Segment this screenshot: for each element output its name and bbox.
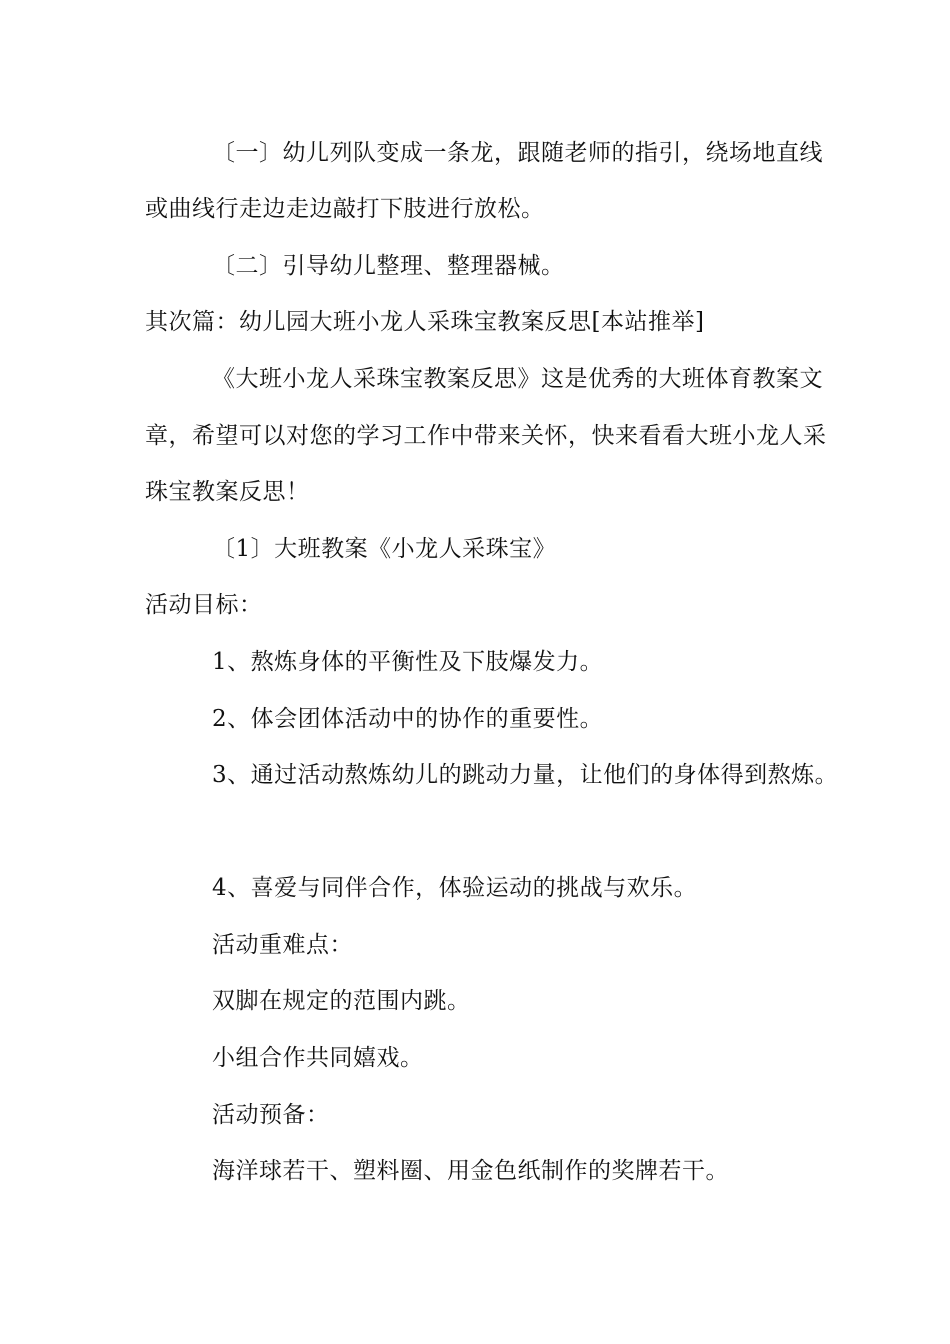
subheading: 活动目标：: [145, 592, 263, 618]
subheading: 活动重难点：: [212, 932, 353, 958]
list-item: 3、通过活动熬炼幼儿的跳动力量，让他们的身体得到熬炼。: [212, 762, 839, 788]
paragraph-line: 双脚在规定的范围内跳。: [212, 988, 471, 1014]
list-item: 1、熬炼身体的平衡性及下肢爆发力。: [212, 649, 604, 675]
paragraph-line: 章，希望可以对您的学习工作中带来关怀，快来看看大班小龙人采: [145, 423, 827, 449]
paragraph-line: 小组合作共同嬉戏。: [212, 1045, 424, 1071]
paragraph-line: 〔一〕幼儿列队变成一条龙，跟随老师的指引，绕场地直线: [212, 140, 823, 166]
section-heading: 其次篇：幼儿园大班小龙人采珠宝教案反思[本站推举]: [145, 309, 705, 335]
subheading: 〔1〕大班教案《小龙人采珠宝》: [212, 536, 557, 562]
paragraph-line: 海洋球若干、塑料圈、用金色纸制作的奖牌若干。: [212, 1158, 729, 1184]
paragraph-line: 或曲线行走边走边敲打下肢进行放松。: [145, 196, 545, 222]
list-item: 4、喜爱与同伴合作，体验运动的挑战与欢乐。: [212, 875, 698, 901]
list-item: 2、体会团体活动中的协作的重要性。: [212, 706, 604, 732]
subheading: 活动预备：: [212, 1102, 330, 1128]
paragraph-line: 〔二〕引导幼儿整理、整理器械。: [212, 253, 565, 279]
paragraph-line: 珠宝教案反思！: [145, 479, 310, 505]
paragraph-line: 《大班小龙人采珠宝教案反思》这是优秀的大班体育教案文: [212, 366, 823, 392]
